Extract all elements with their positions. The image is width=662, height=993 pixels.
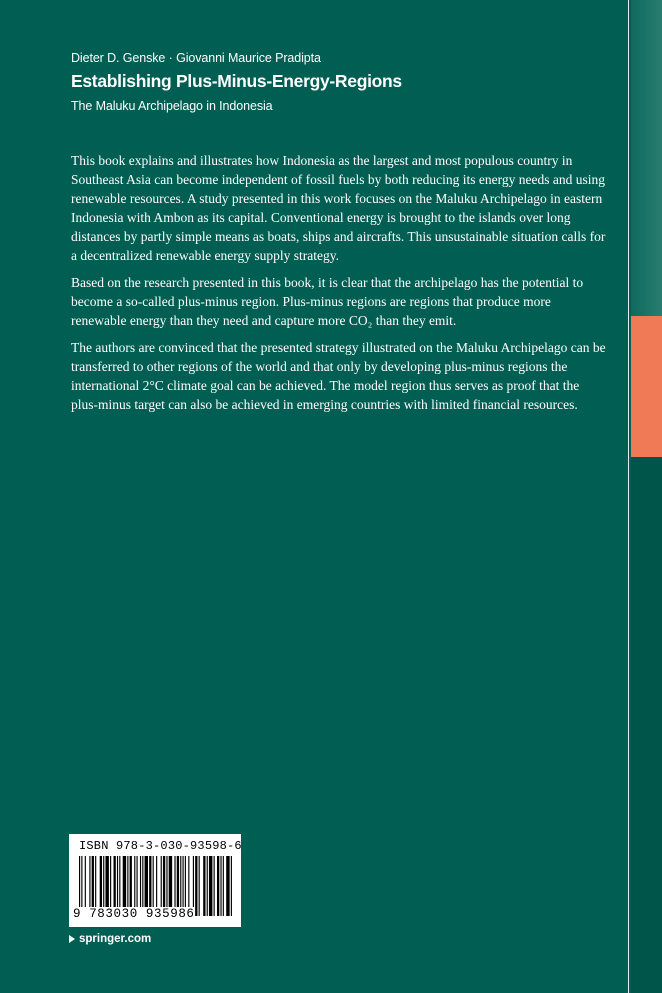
barcode-bar [220,856,221,916]
isbn-barcode-box [69,834,241,927]
book-subtitle: The Maluku Archipelago in Indonesia [71,99,273,113]
blurb-paragraph-3: The authors are convinced that the presented strategy illustrated on the Maluku Archipelago can be transferred to other regions of the world and that only by developing plus-minus regions the international 2°C climate goal can be achieved. The model region thus serves as proof that the plus-minus target can also be achieved in emerging countries with limited financial resources. [71,340,606,412]
barcode-bar [209,856,212,916]
spine-divider-line [628,0,629,993]
barcode-bar [226,856,229,916]
book-title: Establishing Plus-Minus-Energy-Regions [71,71,402,91]
isbn-label: ISBN 978-3-030-93598-6 [79,839,242,853]
barcode-digits: 9 783030 935986 [73,907,195,921]
barcode-bar [214,856,215,916]
publisher-link-text[interactable]: springer.com [79,933,152,945]
barcode-bar [223,856,224,916]
barcode-bar [217,856,219,916]
blurb-paragraph-2: Based on the research presented in this book, it is clear that the archipelago has the potential to become a so-called plus-minus region. Plus-minus regions are regions that produce more renewable energy than they need and capture more CO₂ than they emit. [71,275,584,328]
spine-light-band [631,0,662,316]
barcode-bar [199,856,200,916]
publisher-link[interactable] [69,933,151,945]
barcode-bar [203,856,205,916]
barcode-bar [231,856,232,916]
spine-strip [631,0,662,993]
spine-accent-band [631,316,662,457]
blurb-paragraph-1: This book explains and illustrates how Indonesia as the largest and most populous country in Southeast Asia can become independent of fossil fuels by both reducing its energy needs and using renewable resources. A study presented in this work focuses on the Maluku Archipelago in eastern Indonesia with Ambon as its capital. Conventional energy is brought to the islands over long distances by partly simple means as boats, ships and aircrafts. This unsustainable situation calls for a decentralized renewable energy supply strategy. [71,153,606,263]
spine-base-band [631,457,662,993]
author-names: Dieter D. Genske · Giovanni Maurice Pradipta [71,51,321,65]
arrow-right-icon [69,935,75,943]
barcode-bar [195,856,197,916]
blurb [71,151,607,422]
barcode-bar [207,856,208,916]
